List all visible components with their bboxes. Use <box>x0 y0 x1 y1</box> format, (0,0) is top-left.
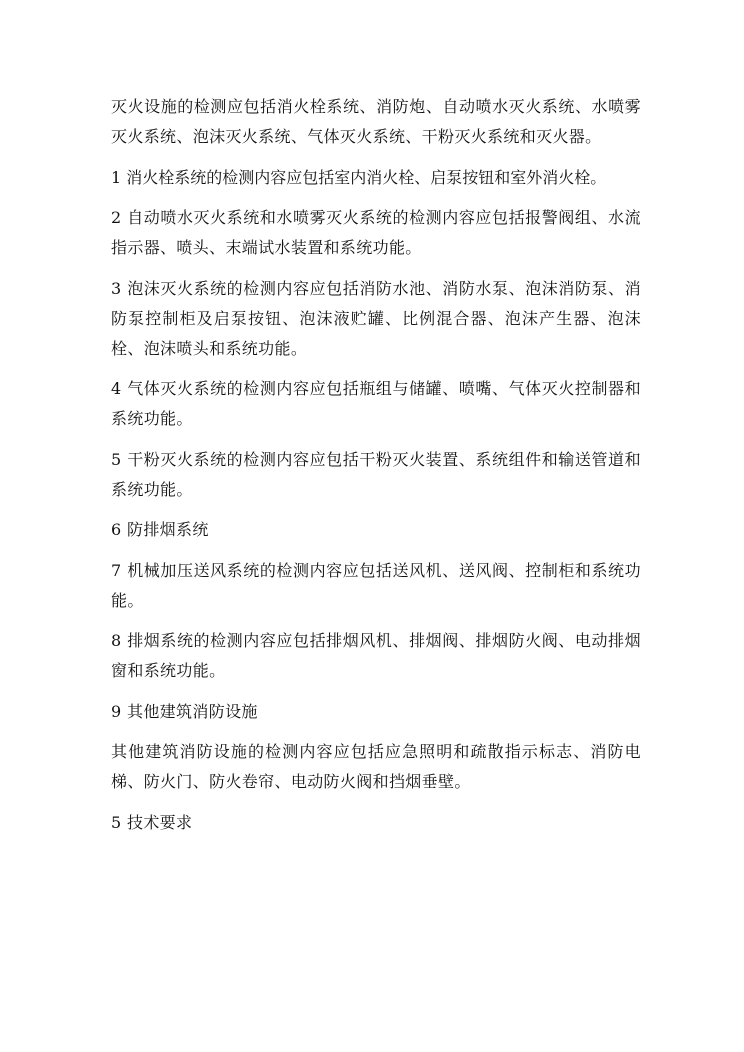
paragraph-item-2-sprinkler-system: 2 自动喷水灭火系统和水喷雾灭火系统的检测内容应包括报警阀组、水流指示器、喷头、末端试水装置和系统功能。 <box>111 208 641 257</box>
paragraph-item-3-foam-system: 3 泡沫灭火系统的检测内容应包括消防水池、消防水泵、泡沫消防泵、消防泵控制柜及启泵按钮、泡沫液贮罐、比例混合器、泡沫产生器、泡沫栓、泡沫喷头和系统功能。 <box>111 278 641 358</box>
paragraph-item-1-hydrant-system: 1 消火栓系统的检测内容应包括室内消火栓、启泵按钮和室外消火栓。 <box>111 167 607 187</box>
paragraph-other-facilities: 其他建筑消防设施的检测内容应包括应急照明和疏散指示标志、消防电梯、防火门、防火卷帘、电动防火阀和挡烟垂壁。 <box>111 742 641 791</box>
paragraph-fire-extinguishing-facilities: 灭火设施的检测应包括消火栓系统、消防炮、自动喷水灭火系统、水喷雾灭火系统、泡沫灭火系统、气体灭火系统、干粉灭火系统和灭火器。 <box>111 97 641 146</box>
paragraph-item-5-dry-powder-system: 5 干粉灭火系统的检测内容应包括干粉灭火装置、系统组件和输送管道和系统功能。 <box>111 449 641 499</box>
paragraph-item-4-gas-system: 4 气体灭火系统的检测内容应包括瓶组与储罐、喷嘴、气体灭火控制器和系统功能。 <box>111 379 641 428</box>
paragraph-item-8-smoke-exhaust-system: 8 排烟系统的检测内容应包括排烟风机、排烟阀、排烟防火阀、电动排烟窗和系统功能。 <box>111 631 641 680</box>
paragraph-item-6-smoke-control-heading: 6 防排烟系统 <box>111 520 209 539</box>
section-heading-technical-requirements: 5 技术要求 <box>111 812 193 832</box>
document-body <box>111 92 641 848</box>
paragraph-item-7-pressurization-system: 7 机械加压送风系统的检测内容应包括送风机、送风阀、控制柜和系统功能。 <box>111 560 641 610</box>
paragraph-item-9-other-facilities-heading: 9 其他建筑消防设施 <box>111 701 258 721</box>
